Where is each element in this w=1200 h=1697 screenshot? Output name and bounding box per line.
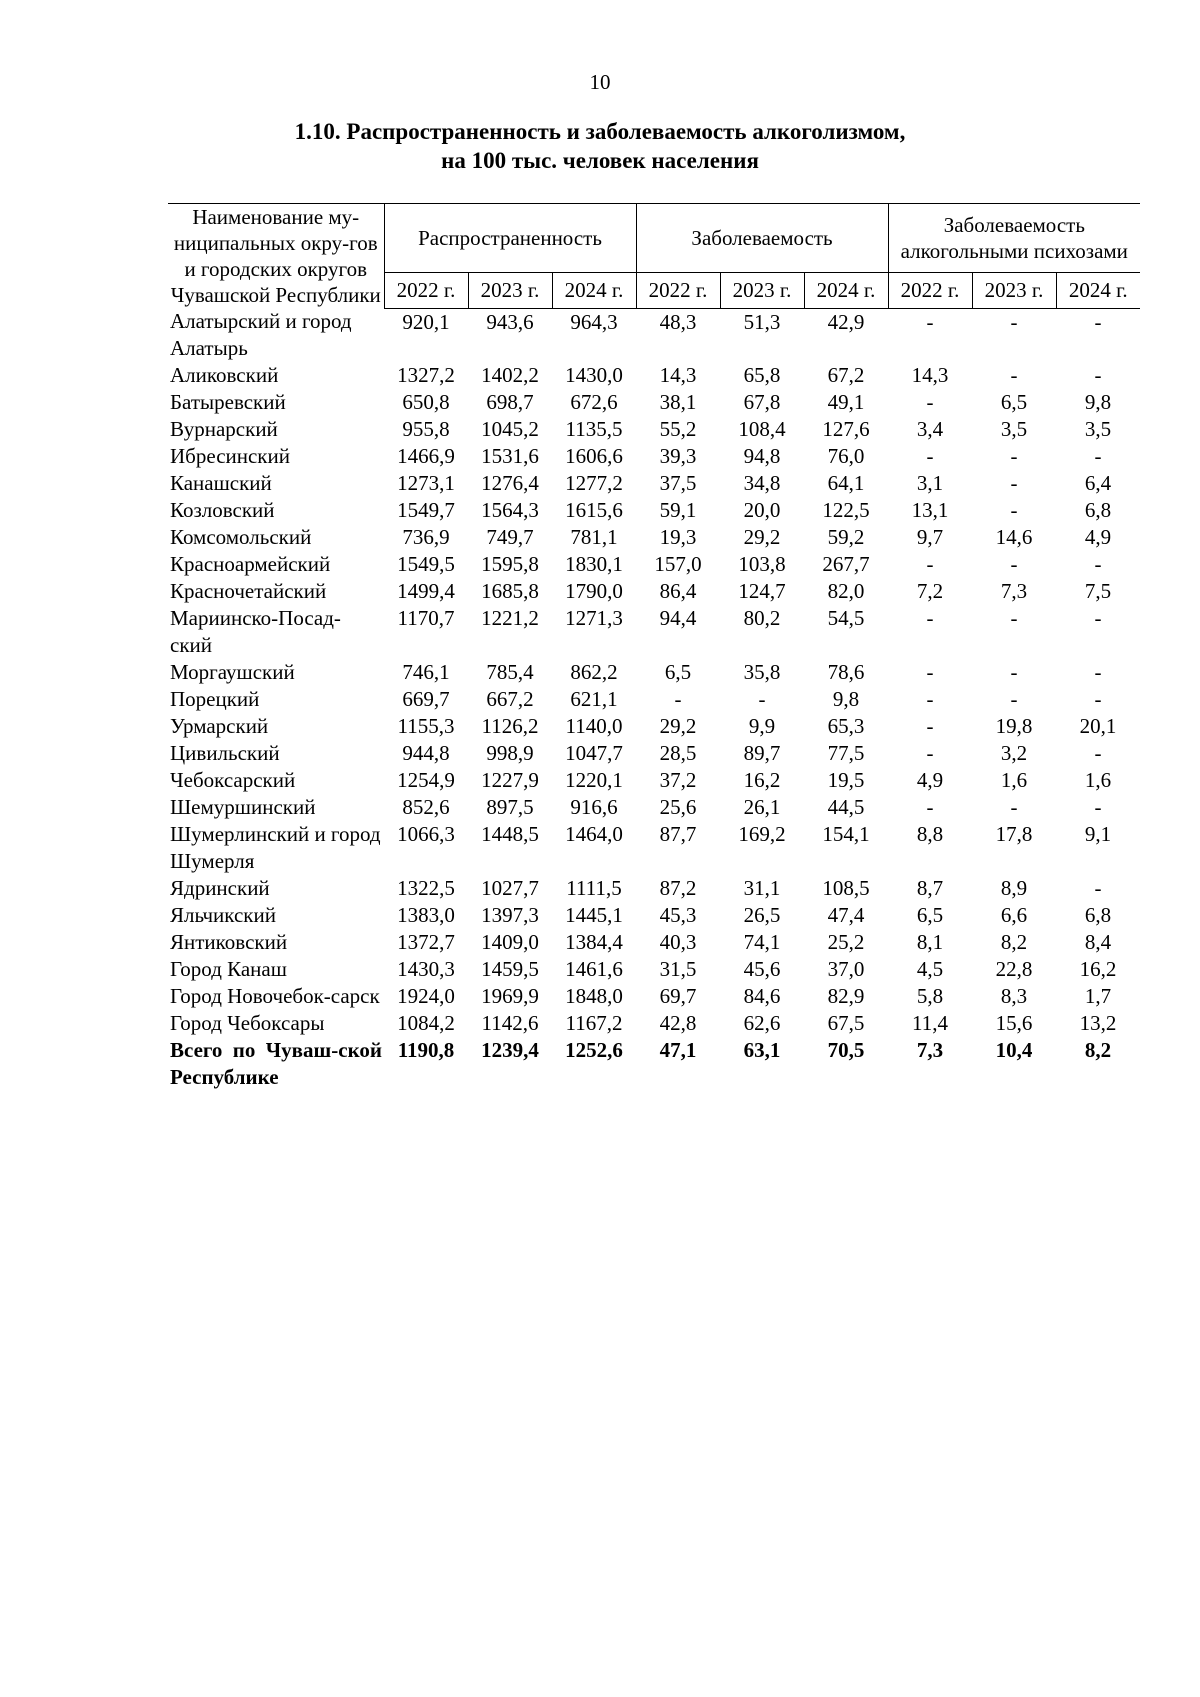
value-cell: - bbox=[1010, 606, 1018, 630]
value-cell: 1,6 bbox=[1084, 768, 1112, 792]
value-cell: - bbox=[926, 660, 934, 684]
value-cell: 14,6 bbox=[995, 525, 1033, 549]
district-name-cell: Мариинско-Посад-ский bbox=[170, 606, 341, 657]
value-cell: 4,9 bbox=[916, 768, 944, 792]
value-cell: - bbox=[1094, 795, 1102, 819]
value-cell: 169,2 bbox=[738, 822, 786, 846]
value-cell: 1372,7 bbox=[397, 930, 455, 954]
table-row bbox=[168, 308, 1140, 362]
value-cell: 1564,3 bbox=[481, 498, 539, 522]
value-cell: 1499,4 bbox=[397, 579, 455, 603]
value-cell: 39,3 bbox=[659, 444, 697, 468]
district-name-cell: Город Канаш bbox=[170, 957, 287, 981]
value-cell: 1027,7 bbox=[481, 876, 539, 900]
value-cell: - bbox=[1010, 687, 1018, 711]
table-row bbox=[168, 740, 1140, 767]
value-cell: 59,1 bbox=[659, 498, 697, 522]
table-row bbox=[168, 794, 1140, 821]
district-name-cell: Янтиковский bbox=[170, 930, 288, 954]
value-cell: - bbox=[926, 606, 934, 630]
value-cell: 862,2 bbox=[570, 660, 618, 684]
value-cell: 54,5 bbox=[827, 606, 865, 630]
total-name-cell: Всего по Чуваш-ской Республике bbox=[170, 1038, 382, 1089]
value-cell: 1531,6 bbox=[481, 444, 539, 468]
value-cell: 37,2 bbox=[659, 768, 697, 792]
value-cell: 14,3 bbox=[659, 363, 697, 387]
value-cell: 19,5 bbox=[827, 768, 865, 792]
value-cell: 920,1 bbox=[402, 309, 450, 334]
value-cell: 74,1 bbox=[743, 930, 781, 954]
value-cell: 67,5 bbox=[827, 1011, 865, 1035]
value-cell: 8,9 bbox=[1000, 876, 1028, 900]
value-cell: 955,8 bbox=[402, 417, 450, 441]
value-cell: 86,4 bbox=[659, 579, 697, 603]
table-body bbox=[168, 308, 1140, 1091]
value-cell: - bbox=[1094, 741, 1102, 765]
value-cell: 1,6 bbox=[1000, 768, 1028, 792]
value-cell: 1430,0 bbox=[565, 363, 623, 387]
value-cell: 49,1 bbox=[827, 390, 865, 414]
value-cell: - bbox=[1094, 444, 1102, 468]
value-cell: 19,3 bbox=[659, 525, 697, 549]
year-header: 2024 г. bbox=[1056, 273, 1140, 308]
value-cell: 87,2 bbox=[659, 876, 697, 900]
value-cell: - bbox=[1010, 363, 1018, 387]
value-cell: 154,1 bbox=[822, 822, 870, 846]
year-header: 2022 г. bbox=[636, 273, 720, 308]
value-cell: 998,9 bbox=[486, 741, 534, 765]
value-cell: 69,7 bbox=[659, 984, 697, 1008]
district-name-cell: Шемуршинский bbox=[170, 795, 316, 819]
district-name-cell: Чебоксарский bbox=[170, 768, 296, 792]
value-cell: 70,5 bbox=[827, 1038, 865, 1062]
value-cell: 1464,0 bbox=[565, 822, 623, 846]
value-cell: - bbox=[1010, 471, 1018, 495]
value-cell: - bbox=[1094, 876, 1102, 900]
table-row bbox=[168, 524, 1140, 551]
value-cell: - bbox=[926, 444, 934, 468]
value-cell: 65,8 bbox=[743, 363, 781, 387]
value-cell: 1595,8 bbox=[481, 552, 539, 576]
value-cell: 1142,6 bbox=[481, 1011, 539, 1035]
value-cell: 1252,6 bbox=[565, 1038, 623, 1062]
value-cell: 1466,9 bbox=[397, 444, 455, 468]
table-row bbox=[168, 362, 1140, 389]
district-name-cell: Красноармейский bbox=[170, 552, 331, 576]
value-cell: - bbox=[1010, 552, 1018, 576]
value-cell: - bbox=[926, 309, 934, 334]
value-cell: 9,9 bbox=[748, 714, 776, 738]
value-cell: 127,6 bbox=[822, 417, 870, 441]
district-name-cell: Моргаушский bbox=[170, 660, 295, 684]
year-header: 2024 г. bbox=[804, 273, 888, 308]
value-cell: 11,4 bbox=[912, 1011, 949, 1035]
title-line-2: на 100 тыс. человек населения bbox=[441, 148, 759, 173]
value-cell: 55,2 bbox=[659, 417, 697, 441]
value-cell: 1227,9 bbox=[481, 768, 539, 792]
header-group-row bbox=[168, 204, 1140, 273]
header-psychoses: Заболеваемость алкогольными психозами bbox=[888, 204, 1140, 273]
value-cell: 108,4 bbox=[738, 417, 786, 441]
value-cell: 3,5 bbox=[1000, 417, 1028, 441]
value-cell: 9,7 bbox=[916, 525, 944, 549]
value-cell: 87,7 bbox=[659, 822, 697, 846]
table-row bbox=[168, 821, 1140, 875]
value-cell: - bbox=[926, 714, 934, 738]
value-cell: 48,3 bbox=[659, 309, 697, 334]
value-cell: 157,0 bbox=[654, 552, 702, 576]
value-cell: 6,4 bbox=[1084, 471, 1112, 495]
value-cell: 64,1 bbox=[827, 471, 865, 495]
value-cell: 1239,4 bbox=[481, 1038, 539, 1062]
header-name-column: Наименование му-ниципальных окру-гов и городских округов Чувашской Республики bbox=[168, 204, 384, 309]
value-cell: 1047,7 bbox=[565, 741, 623, 765]
value-cell: 1167,2 bbox=[565, 1011, 623, 1035]
value-cell: 20,0 bbox=[743, 498, 781, 522]
value-cell: 62,6 bbox=[743, 1011, 781, 1035]
value-cell: - bbox=[1010, 309, 1018, 334]
value-cell: 897,5 bbox=[486, 795, 534, 819]
value-cell: 1383,0 bbox=[397, 903, 455, 927]
value-cell: 7,3 bbox=[1000, 579, 1028, 603]
value-cell: 5,8 bbox=[916, 984, 944, 1008]
table-row bbox=[168, 686, 1140, 713]
value-cell: 26,1 bbox=[743, 795, 781, 819]
district-name-cell: Комсомольский bbox=[170, 525, 312, 549]
table-row bbox=[168, 875, 1140, 902]
value-cell: 4,9 bbox=[1084, 525, 1112, 549]
value-cell: - bbox=[1010, 498, 1018, 522]
value-cell: 8,3 bbox=[1000, 984, 1028, 1008]
value-cell: 51,3 bbox=[743, 309, 781, 334]
value-cell: 35,8 bbox=[743, 660, 781, 684]
value-cell: 7,5 bbox=[1084, 579, 1112, 603]
value-cell: 108,5 bbox=[822, 876, 870, 900]
year-header: 2023 г. bbox=[972, 273, 1056, 308]
value-cell: 19,8 bbox=[995, 714, 1033, 738]
value-cell: 82,0 bbox=[827, 579, 865, 603]
value-cell: 1254,9 bbox=[397, 768, 455, 792]
value-cell: 16,2 bbox=[1079, 957, 1117, 981]
value-cell: 80,2 bbox=[743, 606, 781, 630]
value-cell: 13,2 bbox=[1079, 1011, 1117, 1035]
table-row bbox=[168, 983, 1140, 1010]
value-cell: 1190,8 bbox=[397, 1038, 455, 1062]
value-cell: 7,3 bbox=[916, 1038, 944, 1062]
table-row bbox=[168, 551, 1140, 578]
value-cell: 1549,7 bbox=[397, 498, 455, 522]
year-header: 2022 г. bbox=[384, 273, 468, 308]
district-name-cell: Красночетайский bbox=[170, 579, 327, 603]
value-cell: 15,6 bbox=[995, 1011, 1033, 1035]
value-cell: 1220,1 bbox=[565, 768, 623, 792]
value-cell: 1606,6 bbox=[565, 444, 623, 468]
value-cell: 1045,2 bbox=[481, 417, 539, 441]
value-cell: - bbox=[1094, 660, 1102, 684]
value-cell: 63,1 bbox=[743, 1038, 781, 1062]
district-name-cell: Канашский bbox=[170, 471, 272, 495]
value-cell: 22,8 bbox=[995, 957, 1033, 981]
value-cell: - bbox=[758, 687, 766, 711]
value-cell: 77,5 bbox=[827, 741, 865, 765]
table-row bbox=[168, 902, 1140, 929]
value-cell: 1830,1 bbox=[565, 552, 623, 576]
value-cell: 1969,9 bbox=[481, 984, 539, 1008]
value-cell: 943,6 bbox=[486, 309, 534, 334]
value-cell: 669,7 bbox=[402, 687, 450, 711]
value-cell: 6,8 bbox=[1084, 903, 1112, 927]
value-cell: 1397,3 bbox=[481, 903, 539, 927]
statistics-table bbox=[168, 203, 1140, 1091]
value-cell: 6,6 bbox=[1000, 903, 1028, 927]
value-cell: 10,4 bbox=[995, 1038, 1033, 1062]
value-cell: 1615,6 bbox=[565, 498, 623, 522]
value-cell: 9,1 bbox=[1084, 822, 1112, 846]
value-cell: 8,1 bbox=[916, 930, 944, 954]
table-row bbox=[168, 767, 1140, 794]
value-cell: 8,8 bbox=[916, 822, 944, 846]
value-cell: 76,0 bbox=[827, 444, 865, 468]
value-cell: 785,4 bbox=[486, 660, 534, 684]
value-cell: 1409,0 bbox=[481, 930, 539, 954]
value-cell: 1135,5 bbox=[565, 417, 623, 441]
value-cell: 44,5 bbox=[827, 795, 865, 819]
value-cell: 4,5 bbox=[916, 957, 944, 981]
value-cell: 94,8 bbox=[743, 444, 781, 468]
value-cell: 1430,3 bbox=[397, 957, 455, 981]
value-cell: 1271,3 bbox=[565, 606, 623, 630]
value-cell: 26,5 bbox=[743, 903, 781, 927]
value-cell: 38,1 bbox=[659, 390, 697, 414]
value-cell: 1685,8 bbox=[481, 579, 539, 603]
value-cell: 621,1 bbox=[570, 687, 618, 711]
value-cell: 25,6 bbox=[659, 795, 697, 819]
value-cell: 59,2 bbox=[827, 525, 865, 549]
value-cell: 672,6 bbox=[570, 390, 618, 414]
value-cell: 1066,3 bbox=[397, 822, 455, 846]
header-incidence: Заболеваемость bbox=[636, 204, 888, 273]
value-cell: 3,5 bbox=[1084, 417, 1112, 441]
value-cell: 31,1 bbox=[743, 876, 781, 900]
value-cell: 31,5 bbox=[659, 957, 697, 981]
district-name-cell: Вурнарский bbox=[170, 417, 278, 441]
total-row bbox=[168, 1037, 1140, 1091]
value-cell: 267,7 bbox=[822, 552, 870, 576]
value-cell: 1221,2 bbox=[481, 606, 539, 630]
value-cell: 7,2 bbox=[916, 579, 944, 603]
table-row bbox=[168, 659, 1140, 686]
value-cell: 1848,0 bbox=[565, 984, 623, 1008]
district-name-cell: Урмарский bbox=[170, 714, 269, 738]
value-cell: - bbox=[926, 390, 934, 414]
year-header: 2022 г. bbox=[888, 273, 972, 308]
value-cell: 40,3 bbox=[659, 930, 697, 954]
value-cell: 94,4 bbox=[659, 606, 697, 630]
table-row bbox=[168, 470, 1140, 497]
table-row bbox=[168, 929, 1140, 956]
table-row bbox=[168, 443, 1140, 470]
value-cell: 8,4 bbox=[1084, 930, 1112, 954]
year-header: 2023 г. bbox=[720, 273, 804, 308]
table-row bbox=[168, 1010, 1140, 1037]
value-cell: 3,2 bbox=[1000, 741, 1028, 765]
value-cell: 1445,1 bbox=[565, 903, 623, 927]
value-cell: - bbox=[1010, 444, 1018, 468]
table-row bbox=[168, 713, 1140, 740]
value-cell: 45,6 bbox=[743, 957, 781, 981]
page-title bbox=[0, 117, 1200, 175]
value-cell: 82,9 bbox=[827, 984, 865, 1008]
value-cell: - bbox=[926, 552, 934, 576]
value-cell: 103,8 bbox=[738, 552, 786, 576]
district-name-cell: Порецкий bbox=[170, 687, 260, 711]
value-cell: 749,7 bbox=[486, 525, 534, 549]
header-prevalence: Распространенность bbox=[384, 204, 636, 273]
value-cell: 42,9 bbox=[827, 309, 865, 334]
value-cell: 1155,3 bbox=[397, 714, 455, 738]
table-row bbox=[168, 497, 1140, 524]
year-header: 2023 г. bbox=[468, 273, 552, 308]
value-cell: 852,6 bbox=[402, 795, 450, 819]
value-cell: - bbox=[1010, 660, 1018, 684]
value-cell: 1084,2 bbox=[397, 1011, 455, 1035]
value-cell: 8,2 bbox=[1000, 930, 1028, 954]
value-cell: 42,8 bbox=[659, 1011, 697, 1035]
value-cell: 37,5 bbox=[659, 471, 697, 495]
value-cell: 667,2 bbox=[486, 687, 534, 711]
value-cell: - bbox=[1094, 552, 1102, 576]
value-cell: - bbox=[926, 741, 934, 765]
value-cell: 8,7 bbox=[916, 876, 944, 900]
value-cell: 1322,5 bbox=[397, 876, 455, 900]
value-cell: 3,1 bbox=[916, 471, 944, 495]
value-cell: 1924,0 bbox=[397, 984, 455, 1008]
value-cell: 650,8 bbox=[402, 390, 450, 414]
value-cell: - bbox=[1010, 795, 1018, 819]
value-cell: 122,5 bbox=[822, 498, 870, 522]
value-cell: 916,6 bbox=[570, 795, 618, 819]
value-cell: 67,8 bbox=[743, 390, 781, 414]
value-cell: 1790,0 bbox=[565, 579, 623, 603]
value-cell: 1461,6 bbox=[565, 957, 623, 981]
value-cell: 17,8 bbox=[995, 822, 1033, 846]
value-cell: 28,5 bbox=[659, 741, 697, 765]
value-cell: 9,8 bbox=[1084, 390, 1112, 414]
table-row bbox=[168, 605, 1140, 659]
value-cell: 67,2 bbox=[827, 363, 865, 387]
value-cell: - bbox=[1094, 606, 1102, 630]
value-cell: - bbox=[1094, 687, 1102, 711]
value-cell: 45,3 bbox=[659, 903, 697, 927]
value-cell: 13,1 bbox=[911, 498, 949, 522]
value-cell: 736,9 bbox=[402, 525, 450, 549]
value-cell: 124,7 bbox=[738, 579, 786, 603]
value-cell: 1327,2 bbox=[397, 363, 455, 387]
table-row bbox=[168, 578, 1140, 605]
value-cell: 9,8 bbox=[832, 687, 860, 711]
value-cell: 1170,7 bbox=[397, 606, 455, 630]
value-cell: 746,1 bbox=[402, 660, 450, 684]
value-cell: 1111,5 bbox=[566, 876, 622, 900]
value-cell: 6,8 bbox=[1084, 498, 1112, 522]
value-cell: 1448,5 bbox=[481, 822, 539, 846]
year-header: 2024 г. bbox=[552, 273, 636, 308]
value-cell: 47,4 bbox=[827, 903, 865, 927]
value-cell: 1140,0 bbox=[565, 714, 623, 738]
value-cell: 25,2 bbox=[827, 930, 865, 954]
value-cell: 1126,2 bbox=[481, 714, 539, 738]
district-name-cell: Яльчикский bbox=[170, 903, 276, 927]
value-cell: 1277,2 bbox=[565, 471, 623, 495]
value-cell: - bbox=[674, 687, 682, 711]
value-cell: 84,6 bbox=[743, 984, 781, 1008]
district-name-cell: Цивильский bbox=[170, 741, 280, 765]
district-name-cell: Шумерлинский и город Шумерля bbox=[170, 822, 381, 873]
district-name-cell: Алатырский и город Алатырь bbox=[170, 309, 352, 360]
value-cell: 964,3 bbox=[570, 309, 618, 334]
title-line-1: 1.10. Распространенность и заболеваемость алкоголизмом, bbox=[294, 119, 906, 144]
value-cell: 1549,5 bbox=[397, 552, 455, 576]
page-number: 10 bbox=[589, 70, 611, 94]
district-name-cell: Город Чебоксары bbox=[170, 1011, 325, 1035]
district-name-cell: Аликовский bbox=[170, 363, 279, 387]
table-row bbox=[168, 956, 1140, 983]
value-cell: 1459,5 bbox=[481, 957, 539, 981]
value-cell: 29,2 bbox=[743, 525, 781, 549]
value-cell: 6,5 bbox=[1000, 390, 1028, 414]
value-cell: 89,7 bbox=[743, 741, 781, 765]
table-row bbox=[168, 416, 1140, 443]
value-cell: 1384,4 bbox=[565, 930, 623, 954]
value-cell: 1273,1 bbox=[397, 471, 455, 495]
value-cell: 1,7 bbox=[1084, 984, 1112, 1008]
value-cell: 1402,2 bbox=[481, 363, 539, 387]
value-cell: 20,1 bbox=[1079, 714, 1117, 738]
value-cell: 781,1 bbox=[570, 525, 618, 549]
value-cell: 65,3 bbox=[827, 714, 865, 738]
value-cell: 6,5 bbox=[916, 903, 944, 927]
district-name-cell: Ядринский bbox=[170, 876, 270, 900]
value-cell: 29,2 bbox=[659, 714, 697, 738]
value-cell: - bbox=[1094, 363, 1102, 387]
table-row bbox=[168, 389, 1140, 416]
value-cell: 47,1 bbox=[659, 1038, 697, 1062]
value-cell: 944,8 bbox=[402, 741, 450, 765]
value-cell: 37,0 bbox=[827, 957, 865, 981]
district-name-cell: Город Новочебок-сарск bbox=[170, 984, 380, 1008]
value-cell: 16,2 bbox=[743, 768, 781, 792]
value-cell: 3,4 bbox=[916, 417, 944, 441]
district-name-cell: Ибресинский bbox=[170, 444, 290, 468]
district-name-cell: Батыревский bbox=[170, 390, 286, 414]
value-cell: - bbox=[926, 795, 934, 819]
value-cell: 8,2 bbox=[1084, 1038, 1112, 1062]
value-cell: 14,3 bbox=[911, 363, 949, 387]
value-cell: 698,7 bbox=[486, 390, 534, 414]
value-cell: - bbox=[926, 687, 934, 711]
value-cell: 34,8 bbox=[743, 471, 781, 495]
value-cell: - bbox=[1094, 309, 1102, 334]
value-cell: 1276,4 bbox=[481, 471, 539, 495]
value-cell: 6,5 bbox=[664, 660, 692, 684]
district-name-cell: Козловский bbox=[170, 498, 275, 522]
value-cell: 78,6 bbox=[827, 660, 865, 684]
